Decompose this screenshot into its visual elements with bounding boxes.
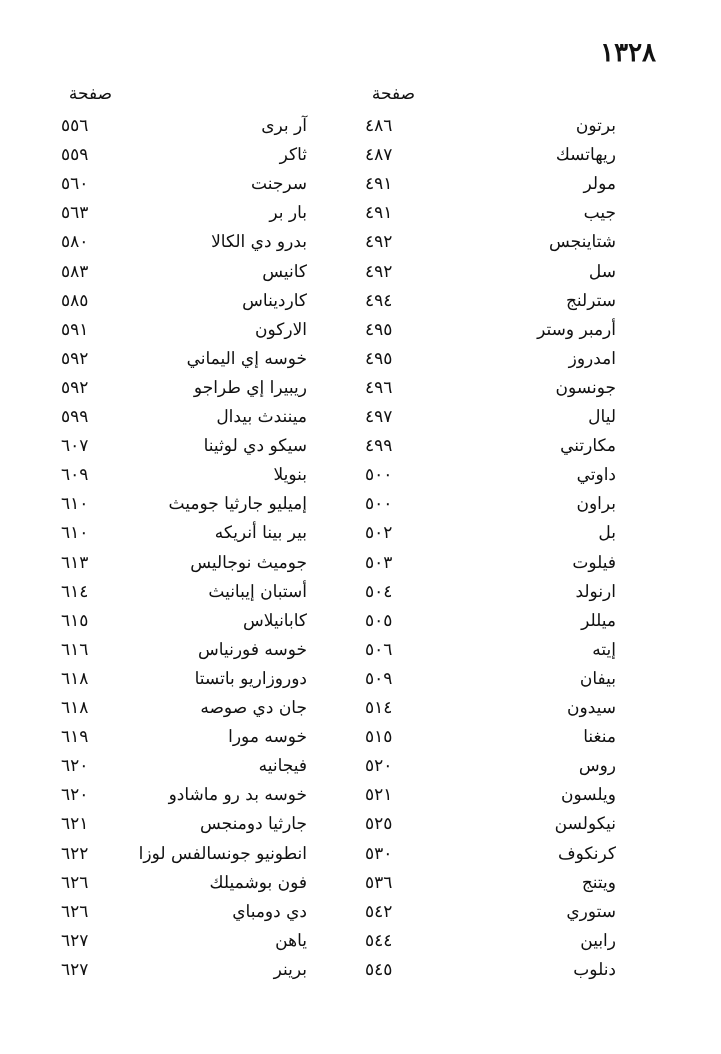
index-row (0, 609, 721, 638)
entry-name-left: آر بری (261, 116, 307, 136)
entry-name-right: مولر (583, 174, 616, 195)
index-row (0, 812, 721, 841)
entry-name-left: أستبان إيبانيث (208, 581, 307, 602)
entry-name-left: جان دي صوصه (200, 698, 307, 718)
entry-page-right: ٥٠٥ (365, 610, 393, 631)
entry-name-right: دنلوب (573, 959, 616, 980)
entry-page-left: ٥٩٩ (61, 407, 89, 427)
index-row (0, 201, 721, 230)
entry-page-left: ٥٩٢ (61, 377, 89, 398)
index-row (0, 521, 721, 550)
entry-page-right: ٥٠٦ (365, 639, 393, 660)
entry-page-right: ٤٩٥ (365, 319, 393, 340)
entry-name-left: بنويلا (273, 465, 307, 486)
entry-page-left: ٥٦٣ (61, 203, 89, 224)
entry-page-left: ٥٥٦ (61, 116, 89, 136)
entry-name-right: شتاينجس (548, 232, 616, 253)
entry-name-right: سيدون (567, 698, 616, 718)
index-row (0, 900, 721, 929)
entry-name-left: خوسه مورا (228, 727, 307, 748)
entry-name-left: الاركون (255, 319, 307, 340)
index-row (0, 842, 721, 871)
entry-page-left: ٦٢٢ (61, 843, 89, 864)
entry-page-left: ٦٠٩ (61, 465, 89, 486)
entry-name-left: خوسه بد رو ماشادو (168, 785, 307, 806)
entry-page-right: ٥٤٢ (365, 901, 393, 922)
entry-page-left: ٦١٠ (61, 523, 89, 544)
entry-page-right: ٥١٤ (365, 698, 393, 718)
entry-page-left: ٦١٩ (61, 727, 89, 748)
entry-name-left: ثاكر (279, 145, 307, 166)
entry-page-left: ٥٨٣ (61, 261, 89, 282)
entry-page-right: ٥٢٥ (365, 814, 393, 835)
index-row (0, 260, 721, 289)
entry-name-left: دوروزاريو باتستا (194, 668, 307, 689)
entry-page-left: ٦١٤ (61, 581, 89, 602)
entry-page-right: ٥٠٠ (365, 494, 393, 515)
entry-page-left: ٦١٥ (61, 610, 89, 631)
entry-name-left: كابانيلاس (243, 610, 307, 631)
index-row (0, 725, 721, 754)
entry-name-left: سيكو دي لوثينا (203, 436, 307, 457)
entry-page-right: ٤٨٦ (365, 116, 393, 136)
entry-page-right: ٥٠٠ (365, 465, 393, 486)
column-header-right: صفحة (371, 84, 415, 104)
entry-page-left: ٥٥٩ (61, 145, 89, 166)
entry-name-right: داوتي (576, 465, 616, 486)
entry-name-right: امدروز (568, 348, 616, 369)
entry-page-right: ٤٩١ (365, 203, 393, 224)
entry-name-left: إميليو جارثيا جوميث (168, 494, 307, 515)
entry-name-right: براون (576, 494, 616, 515)
entry-name-left: بار بر (269, 203, 307, 224)
entry-name-right: ريهاتسك (555, 145, 616, 166)
entry-name-right: فيلوت (572, 552, 616, 573)
entry-name-left: كانيس (262, 261, 307, 282)
entry-name-left: كارديناس (242, 290, 307, 311)
index-row (0, 667, 721, 696)
entry-page-left: ٥٦٠ (61, 174, 89, 195)
entry-name-right: جيب (583, 203, 616, 224)
entry-page-left: ٦٢٠ (61, 785, 89, 806)
entry-page-left: ٥٩١ (61, 319, 89, 340)
index-row (0, 463, 721, 492)
entry-name-left: فون بوشميلك (209, 872, 307, 893)
entry-page-right: ٤٩٩ (365, 436, 393, 457)
entry-name-right: ويتنج (581, 872, 616, 893)
index-row (0, 551, 721, 580)
index-row (0, 289, 721, 318)
entry-page-left: ٦١٠ (61, 494, 89, 515)
entry-name-right: سل (588, 261, 616, 282)
entry-page-right: ٥٠٩ (365, 668, 393, 689)
entry-page-left: ٦٠٧ (61, 436, 89, 457)
entry-name-left: خوسه إي اليماني (186, 348, 307, 369)
entry-name-right: سترلنج (565, 290, 616, 311)
index-row (0, 318, 721, 347)
index-row (0, 434, 721, 463)
entry-page-left: ٦٢٦ (61, 872, 89, 893)
entry-page-right: ٤٩٢ (365, 232, 393, 253)
entry-name-right: برتون (575, 116, 616, 136)
entry-name-right: كرنكوف (558, 843, 616, 864)
entry-page-right: ٥٤٤ (365, 930, 393, 951)
entry-name-right: جونسون (555, 377, 616, 398)
entry-name-right: ارنولد (575, 581, 616, 602)
index-row (0, 114, 721, 143)
entry-name-right: بيفان (579, 668, 616, 689)
entry-page-left: ٦١٨ (61, 668, 89, 689)
entry-name-left: جوميث نوجاليس (190, 552, 307, 573)
entry-page-left: ٥٨٥ (61, 290, 89, 311)
entry-page-right: ٥٠٢ (365, 523, 393, 544)
entry-name-left: دي دومباي (232, 901, 307, 922)
index-row (0, 871, 721, 900)
entry-name-left: ريبيرا إي طراجو (193, 377, 307, 398)
index-row (0, 347, 721, 376)
entry-page-right: ٥١٥ (365, 727, 393, 748)
entry-name-left: خوسه فورنياس (198, 639, 307, 660)
entry-page-left: ٥٩٢ (61, 348, 89, 369)
entry-name-right: ستوري (566, 901, 616, 922)
entry-name-right: نيكولسن (554, 814, 616, 835)
entry-name-left: بير بينا أنريكه (214, 523, 307, 544)
column-header-left: صفحة (68, 84, 112, 104)
index-row (0, 376, 721, 405)
entry-name-left: جارثيا دومنجس (199, 814, 307, 835)
index-row (0, 958, 721, 987)
index-row (0, 230, 721, 259)
entry-page-right: ٥٤٥ (365, 959, 393, 980)
entry-name-right: روس (578, 756, 616, 777)
entry-page-left: ٦٢١ (61, 814, 89, 835)
entry-page-right: ٤٩٦ (365, 377, 393, 398)
entry-page-right: ٤٩٢ (365, 261, 393, 282)
entry-page-right: ٥٢٠ (365, 756, 393, 777)
entry-page-right: ٤٩٥ (365, 348, 393, 369)
entry-page-right: ٤٩٧ (365, 407, 393, 427)
entry-page-left: ٥٨٠ (61, 232, 89, 253)
entry-name-right: ويلسون (560, 785, 616, 806)
entry-page-right: ٥٠٤ (365, 581, 393, 602)
page-number: ١٣٢٨ (600, 38, 656, 68)
entry-page-left: ٦٢٦ (61, 901, 89, 922)
entry-name-right: إيته (592, 639, 616, 660)
entry-page-left: ٦١٦ (61, 639, 89, 660)
entry-page-right: ٤٩١ (365, 174, 393, 195)
entry-page-left: ٦٢٧ (61, 959, 89, 980)
entry-page-right: ٤٩٤ (365, 290, 393, 311)
entry-page-right: ٥٣٦ (365, 872, 393, 893)
entry-name-left: فيجانيه (258, 756, 307, 777)
entry-name-right: ليال (588, 407, 616, 427)
index-row (0, 405, 721, 434)
index-row (0, 696, 721, 725)
index-row (0, 754, 721, 783)
entry-name-left: مينندث بيدال (216, 407, 307, 427)
entry-name-right: بل (598, 523, 616, 544)
index-row (0, 638, 721, 667)
entry-page-right: ٤٨٧ (365, 145, 393, 166)
index-row (0, 143, 721, 172)
entry-name-right: ميللر (581, 610, 616, 631)
entry-name-right: رابين (580, 930, 616, 951)
entry-page-left: ٦٢٠ (61, 756, 89, 777)
index-row (0, 580, 721, 609)
entry-page-left: ٦٢٧ (61, 930, 89, 951)
index-row (0, 492, 721, 521)
entry-page-right: ٥٠٣ (365, 552, 393, 573)
entry-page-right: ٥٣٠ (365, 843, 393, 864)
entry-name-right: أرمبر وستر (537, 319, 616, 340)
entry-page-left: ٦١٨ (61, 698, 89, 718)
entry-name-right: مكارتني (560, 436, 616, 457)
entry-name-left: ياهن (275, 930, 307, 951)
index-row (0, 172, 721, 201)
entry-name-left: انطونيو جونسالفس لوزا (138, 843, 307, 864)
entry-page-right: ٥٢١ (365, 785, 393, 806)
entry-name-left: بدرو دي الكالا (211, 232, 307, 253)
entry-name-left: برينر (273, 959, 307, 980)
entry-page-left: ٦١٣ (61, 552, 89, 573)
index-row (0, 929, 721, 958)
entry-name-right: منغنا (583, 727, 616, 748)
entry-name-left: سرجنت (251, 174, 307, 195)
index-row (0, 783, 721, 812)
